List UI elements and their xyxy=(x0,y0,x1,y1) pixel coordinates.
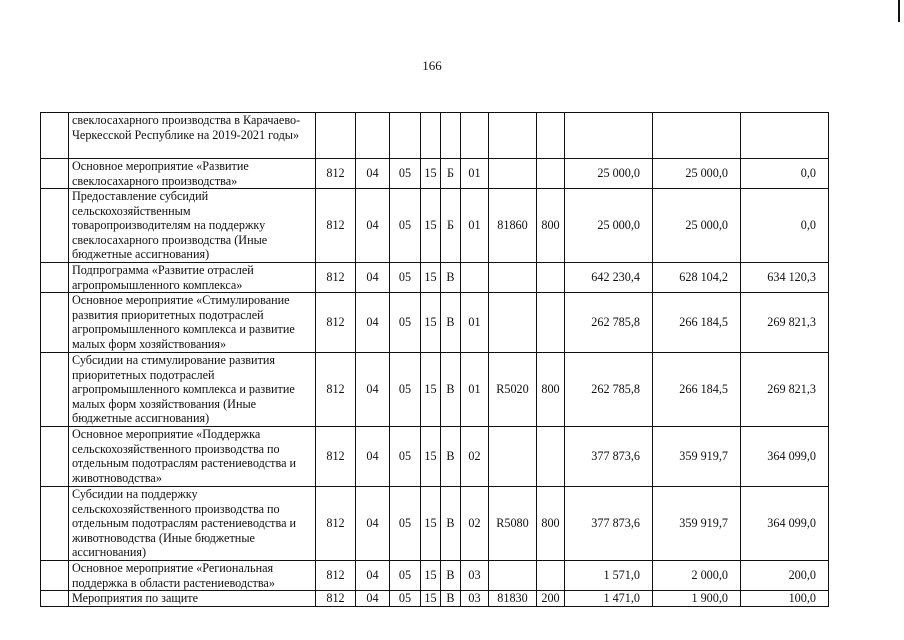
expense-type-code xyxy=(537,159,565,189)
expense-type-code: 200 xyxy=(537,591,565,607)
activity-code: 03 xyxy=(461,561,489,591)
ministry-code: 812 xyxy=(316,293,356,353)
subsection-code: 05 xyxy=(390,263,421,293)
row-name: Субсидии на поддержку сельскохозяйственного производства по отдельным подотраслям растениеводства и животноводства (Иные бюджетные ассигнования) xyxy=(69,487,316,561)
section-code: 04 xyxy=(356,487,390,561)
direction-code xyxy=(489,561,537,591)
amount-2020: 25 000,0 xyxy=(653,159,741,189)
row-index-cell xyxy=(41,591,69,607)
amount-2020: 359 919,7 xyxy=(653,427,741,487)
subprogram-code: В xyxy=(441,263,461,293)
expense-type-code xyxy=(537,263,565,293)
program-code xyxy=(421,113,441,159)
subsection-code: 05 xyxy=(390,427,421,487)
section-code xyxy=(356,113,390,159)
subsection-code xyxy=(390,113,421,159)
subprogram-code: В xyxy=(441,561,461,591)
section-code: 04 xyxy=(356,263,390,293)
amount-2019 xyxy=(565,113,653,159)
row-index-cell xyxy=(41,487,69,561)
row-index-cell xyxy=(41,189,69,263)
section-code: 04 xyxy=(356,189,390,263)
activity-code xyxy=(461,113,489,159)
row-index-cell xyxy=(41,159,69,189)
section-code: 04 xyxy=(356,353,390,427)
expense-type-code: 800 xyxy=(537,353,565,427)
activity-code xyxy=(461,263,489,293)
subprogram-code: В xyxy=(441,591,461,607)
amount-2021: 100,0 xyxy=(741,591,829,607)
direction-code xyxy=(489,159,537,189)
subprogram-code: Б xyxy=(441,189,461,263)
amount-2021 xyxy=(741,113,829,159)
section-code: 04 xyxy=(356,159,390,189)
ministry-code: 812 xyxy=(316,427,356,487)
ministry-code: 812 xyxy=(316,159,356,189)
amount-2020: 2 000,0 xyxy=(653,561,741,591)
activity-code: 01 xyxy=(461,353,489,427)
amount-2019: 25 000,0 xyxy=(565,189,653,263)
subsection-code: 05 xyxy=(390,189,421,263)
amount-2019: 377 873,6 xyxy=(565,427,653,487)
subsection-code: 05 xyxy=(390,353,421,427)
row-name: Подпрограмма «Развитие отраслей агропромышленного комплекса» xyxy=(69,263,316,293)
program-code: 15 xyxy=(421,189,441,263)
program-code: 15 xyxy=(421,591,441,607)
row-index-cell xyxy=(41,353,69,427)
amount-2019: 25 000,0 xyxy=(565,159,653,189)
subsection-code: 05 xyxy=(390,561,421,591)
program-code: 15 xyxy=(421,427,441,487)
direction-code xyxy=(489,427,537,487)
direction-code: 81860 xyxy=(489,189,537,263)
direction-code: 81830 xyxy=(489,591,537,607)
amount-2020: 359 919,7 xyxy=(653,487,741,561)
row-name: Основное мероприятие «Региональная поддержка в области растениеводства» xyxy=(69,561,316,591)
section-code: 04 xyxy=(356,591,390,607)
page-number: 166 xyxy=(422,58,442,73)
amount-2019: 262 785,8 xyxy=(565,293,653,353)
ministry-code: 812 xyxy=(316,487,356,561)
subsection-code: 05 xyxy=(390,487,421,561)
activity-code: 02 xyxy=(461,427,489,487)
subprogram-code: Б xyxy=(441,159,461,189)
expense-type-code: 800 xyxy=(537,487,565,561)
amount-2019: 642 230,4 xyxy=(565,263,653,293)
ministry-code xyxy=(316,113,356,159)
row-name: Основное мероприятие «Развитие свеклосахарного производства» xyxy=(69,159,316,189)
amount-2019: 1 471,0 xyxy=(565,591,653,607)
section-code: 04 xyxy=(356,427,390,487)
amount-2020: 266 184,5 xyxy=(653,353,741,427)
row-name: свеклосахарного производства в Карачаево-Черкесской Республике на 2019-2021 годы» xyxy=(69,113,316,159)
activity-code: 03 xyxy=(461,591,489,607)
amount-2021: 269 821,3 xyxy=(741,353,829,427)
table-row xyxy=(41,189,829,263)
row-name: Мероприятия по защите xyxy=(69,591,316,607)
direction-code xyxy=(489,293,537,353)
budget-table xyxy=(40,112,829,607)
amount-2021: 0,0 xyxy=(741,189,829,263)
program-code: 15 xyxy=(421,293,441,353)
amount-2020: 1 900,0 xyxy=(653,591,741,607)
amount-2020 xyxy=(653,113,741,159)
ministry-code: 812 xyxy=(316,353,356,427)
amount-2021: 634 120,3 xyxy=(741,263,829,293)
amount-2021: 0,0 xyxy=(741,159,829,189)
subprogram-code: В xyxy=(441,427,461,487)
table-row xyxy=(41,113,829,159)
amount-2021: 200,0 xyxy=(741,561,829,591)
program-code: 15 xyxy=(421,263,441,293)
row-name: Субсидии на стимулирование развития приоритетных подотраслей агропромышленного комплекса и развитие малых форм хозяйствования (Иные бюджетные ассигнования) xyxy=(69,353,316,427)
subprogram-code: В xyxy=(441,353,461,427)
section-code: 04 xyxy=(356,561,390,591)
subsection-code: 05 xyxy=(390,591,421,607)
row-name: Основное мероприятие «Поддержка сельскохозяйственного производства по отдельным подотраслям растениеводства и животноводства» xyxy=(69,427,316,487)
section-code: 04 xyxy=(356,293,390,353)
amount-2019: 262 785,8 xyxy=(565,353,653,427)
program-code: 15 xyxy=(421,159,441,189)
expense-type-code xyxy=(537,113,565,159)
ministry-code: 812 xyxy=(316,591,356,607)
subsection-code: 05 xyxy=(390,159,421,189)
subsection-code: 05 xyxy=(390,293,421,353)
amount-2019: 377 873,6 xyxy=(565,487,653,561)
amount-2020: 25 000,0 xyxy=(653,189,741,263)
amount-2021: 269 821,3 xyxy=(741,293,829,353)
row-index-cell xyxy=(41,427,69,487)
program-code: 15 xyxy=(421,561,441,591)
amount-2020: 628 104,2 xyxy=(653,263,741,293)
row-index-cell xyxy=(41,293,69,353)
expense-type-code xyxy=(537,427,565,487)
activity-code: 01 xyxy=(461,159,489,189)
table-row xyxy=(41,427,829,487)
ministry-code: 812 xyxy=(316,263,356,293)
amount-2019: 1 571,0 xyxy=(565,561,653,591)
program-code: 15 xyxy=(421,353,441,427)
row-name: Основное мероприятие «Стимулирование развития приоритетных подотраслей агропромышленного комплекса и развитие малых форм хозяйствования» xyxy=(69,293,316,353)
table-row xyxy=(41,263,829,293)
direction-code: R5080 xyxy=(489,487,537,561)
direction-code: R5020 xyxy=(489,353,537,427)
activity-code: 01 xyxy=(461,293,489,353)
expense-type-code xyxy=(537,561,565,591)
activity-code: 01 xyxy=(461,189,489,263)
table-row xyxy=(41,487,829,561)
amount-2021: 364 099,0 xyxy=(741,487,829,561)
subprogram-code: В xyxy=(441,293,461,353)
scan-edge-mark xyxy=(898,0,900,22)
ministry-code: 812 xyxy=(316,561,356,591)
row-index-cell xyxy=(41,113,69,159)
direction-code xyxy=(489,263,537,293)
table-row xyxy=(41,293,829,353)
row-index-cell xyxy=(41,263,69,293)
program-code: 15 xyxy=(421,487,441,561)
direction-code xyxy=(489,113,537,159)
amount-2021: 364 099,0 xyxy=(741,427,829,487)
table-row xyxy=(41,591,829,607)
row-name: Предоставление субсидий сельскохозяйственным товаропроизводителям на поддержку свеклосахарного производства (Иные бюджетные ассигнования) xyxy=(69,189,316,263)
activity-code: 02 xyxy=(461,487,489,561)
table-row xyxy=(41,353,829,427)
subprogram-code xyxy=(441,113,461,159)
expense-type-code: 800 xyxy=(537,189,565,263)
table-row xyxy=(41,561,829,591)
subprogram-code: В xyxy=(441,487,461,561)
expense-type-code xyxy=(537,293,565,353)
table-row xyxy=(41,159,829,189)
amount-2020: 266 184,5 xyxy=(653,293,741,353)
ministry-code: 812 xyxy=(316,189,356,263)
row-index-cell xyxy=(41,561,69,591)
